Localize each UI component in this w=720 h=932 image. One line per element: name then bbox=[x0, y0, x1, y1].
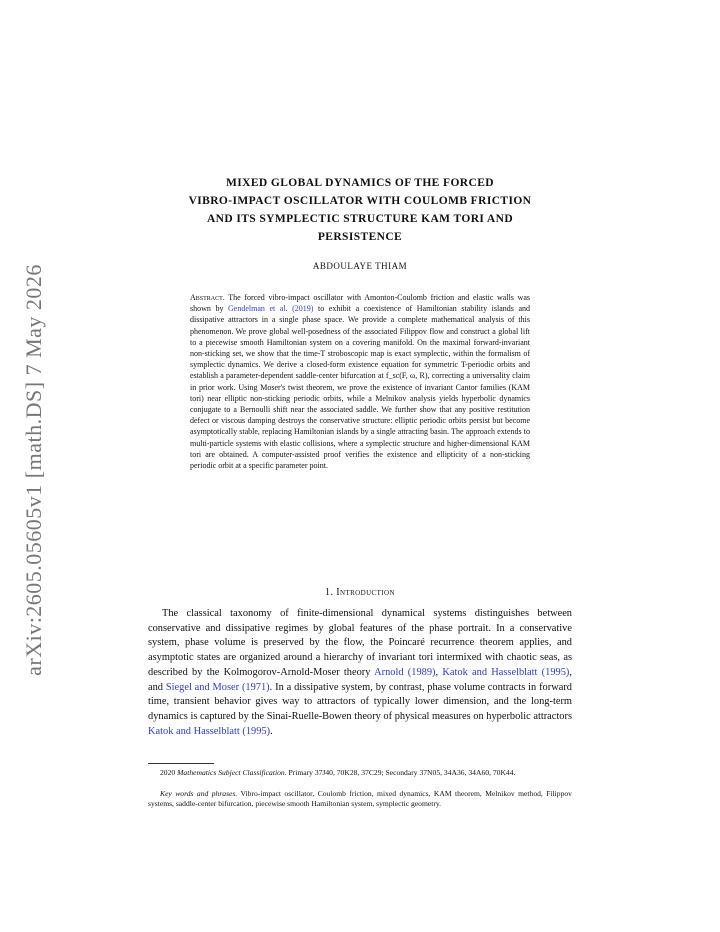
footnote-text: Primary 37J40, 70K28, 37C29; Secondary 37N05, 34A36, 34A60, 70K44. bbox=[286, 768, 516, 777]
section-heading: 1. Introduction bbox=[325, 587, 395, 598]
abstract-text: The forced vibro-impact oscillator with Amonton-Coulomb friction and elastic walls was shown by bbox=[190, 293, 530, 314]
arxiv-stamp bbox=[14, 250, 54, 690]
paragraph-text: , bbox=[435, 666, 443, 678]
paragraph-text: . bbox=[270, 725, 273, 737]
abstract-label: Abstract. bbox=[190, 293, 225, 302]
paragraph-text: . In a dissipative system, by contrast, phase volume contracts in forward time, transient behavior gives way to attractors of typically lower dimension, and the long-term dynamics is captured by the Sinai-Ruelle-Bowen theory of physical measures on hyperbolic attractors bbox=[148, 681, 572, 722]
title-line: AND ITS SYMPLECTIC STRUCTURE KAM TORI AND bbox=[206, 213, 514, 225]
abstract bbox=[190, 292, 530, 471]
citation-link[interactable]: Katok and Hasselblatt (1995) bbox=[442, 666, 570, 678]
title-line: MIXED GLOBAL DYNAMICS OF THE FORCED bbox=[226, 177, 494, 189]
arxiv-identifier: arXiv:2605.05605v1 [math.DS] 7 May 2026 bbox=[21, 264, 47, 676]
footnote-msc bbox=[148, 768, 572, 778]
citation-link[interactable]: Siegel and Moser (1971) bbox=[165, 681, 270, 693]
footnote-divider bbox=[148, 763, 214, 764]
citation-link[interactable]: Arnold (1989) bbox=[374, 666, 436, 678]
citation-link[interactable]: Gendelman et al. (2019) bbox=[228, 304, 314, 314]
abstract-text: to exhibit a coexistence of Hamiltonian stability islands and dissipative attractors in a single phase space. We provide a complete mathematical analysis of this phenomenon. We prove global well-posedness of the associated Filippov flow and construct a global lift to a piecewise smooth Hamiltonian system on a covering manifold. On the maximal forward-invariant non-sticking set, we show that the time-T stroboscopic map is exact symplectic, within the formalism of symplectic dynamics. We derive a closed-form existence equation for symmetric T-periodic orbits and establish a parameter-dependent saddle-center bifurcation at f_sc(F, ω, R), correcting a universality claim in prior work. Using Moser's twist theorem, we prove the existence of invariant Cantor families (KAM tori) near elliptic non-sticking periodic orbits, while a Melnikov analysis yields hyperbolic dynamics conjugate to a Bernoulli shift near the associated saddle. We further show that any positive restitution defect or viscous damping destroys the conservative structure: elliptic periodic orbits persist but become asymptotically stable, replacing Hamiltonian islands by a single attracting basin. The approach extends to multi-particle systems with elastic collisions, where a symplectic structure and higher-dimensional KAM tori are obtained. A computer-assisted proof verifies the existence and ellipticity of a non-sticking periodic orbit at a specific parameter point. bbox=[190, 304, 531, 471]
footnote-text: Vibro-impact oscillator, Coulomb friction, mixed dynamics, KAM theorem, Melnikov method, Filippov systems, saddle-center bifurcation, piecewise smooth Hamiltonian system, symplectic geometry. bbox=[148, 789, 572, 809]
paper-title bbox=[160, 174, 560, 246]
title-line: VIBRO-IMPACT OSCILLATOR WITH COULOMB FRICTION bbox=[188, 195, 532, 207]
author-name: ABDOULAYE THIAM bbox=[312, 261, 408, 271]
footnote-keywords bbox=[148, 789, 572, 810]
citation-link[interactable]: Katok and Hasselblatt (1995) bbox=[148, 725, 271, 737]
footnote-label: Mathematics Subject Classification. bbox=[177, 768, 287, 777]
footnote-label: Key words and phrases. bbox=[160, 789, 238, 798]
title-line: PERSISTENCE bbox=[317, 231, 403, 243]
paragraph-text: , and bbox=[148, 666, 572, 693]
paragraph-text: The classical taxonomy of finite-dimensional dynamical systems distinguishes between conservative and dissipative regimes by global features of the phase portrait. In a conservative system, phase volume is preserved by the flow, the Poincaré recurrence theorem applies, and asymptotic states are organized around a hierarchy of invariant tori intermixed with chaotic seas, as described by the Kolmogorov-Arnold-Moser theory bbox=[148, 608, 572, 678]
intro-paragraph bbox=[148, 607, 572, 739]
footnote-text: 2020 bbox=[160, 768, 178, 777]
